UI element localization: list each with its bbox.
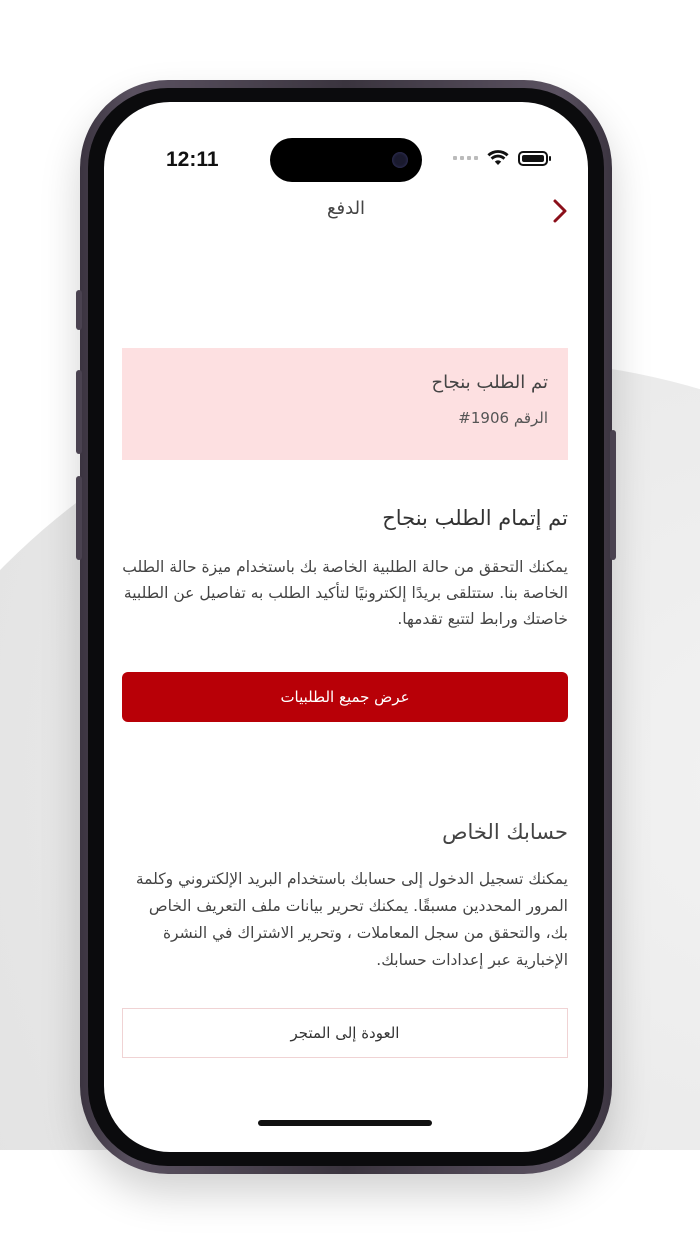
camera-icon [392,152,408,168]
account-description: يمكنك تسجيل الدخول إلى حسابك باستخدام البريد الإلكتروني وكلمة المرور المحددين مسبقًا. يمكنك تحرير بيانات ملف التعريف الخاص بك، والتحقق من سجل المعاملات ، وتحرير الاشتراك في النشرة الإخبارية عبر إعدادات حسابك. [135,870,568,969]
screen [104,102,588,1152]
dynamic-island [270,138,422,182]
view-all-orders-button[interactable]: عرض جميع الطلبيات [122,672,568,722]
chevron-right-icon[interactable] [550,196,570,226]
signal-icon [453,156,478,160]
back-to-store-button[interactable]: العودة إلى المتجر [122,1008,568,1058]
completion-title: تم إتمام الطلب بنجاح [382,506,568,530]
mute-switch [76,290,82,330]
completion-description: يمكنك التحقق من حالة الطلبية الخاصة بك باستخدام ميزة حالة الطلب الخاصة بنا. ستتلقى بريدًا إلكترونيًا لتأكيد الطلب به تفاصيل عن الطلبية خاصتك ورابط لتتبع تقدمها. [122,558,568,628]
status-time: 12:11 [166,148,219,171]
volume-down-button [76,476,82,560]
order-success-alert [122,348,568,460]
wifi-icon [487,150,509,166]
phone-frame [80,80,612,1174]
volume-up-button [76,370,82,454]
status-icons [453,150,548,166]
home-indicator [258,1120,432,1126]
alert-title: تم الطلب بنجاح [431,372,548,393]
account-title: حسابك الخاص [442,820,568,844]
battery-icon [518,151,548,166]
order-number: الرقم 1906# [458,409,548,427]
page-title: الدفع [326,198,366,219]
power-button [610,430,616,560]
